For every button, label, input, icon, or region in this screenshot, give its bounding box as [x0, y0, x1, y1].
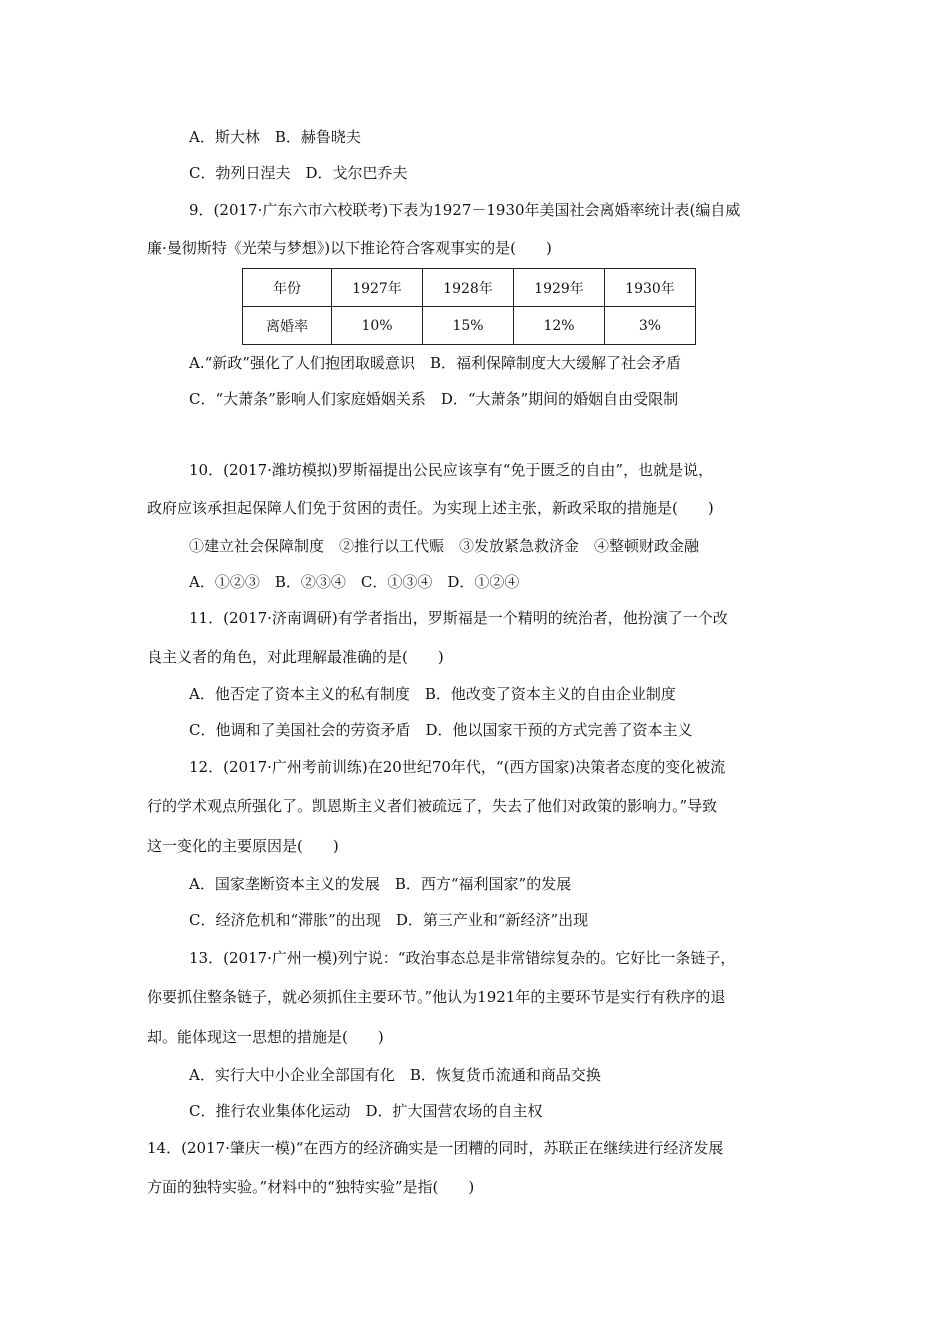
q10-stem-line2: 政府应该承担起保障人们免于贫困的责任。为实现上述主张，新政采取的措施是( ) [147, 499, 714, 517]
q10-stem-line1: 10．(2017·潍坊模拟)罗斯福提出公民应该享有“免于匮乏的自由”，也就是说， [189, 461, 714, 479]
q9-stem-line1: 9．(2017·广东六市六校联考)下表为1927－1930年美国社会离婚率统计表(编自威 [189, 201, 741, 219]
table-cell: 15% [423, 307, 514, 345]
q12-option-ab: A．国家垄断资本主义的发展 B．西方“福利国家”的发展 [189, 875, 572, 893]
table-row [243, 307, 696, 345]
q13-option-ab: A．实行大中小企业全部国有化 B．恢复货币流通和商品交换 [189, 1066, 601, 1084]
divorce-rate-table [242, 268, 696, 345]
q14-stem-line1: 14．(2017·肇庆一模)“在西方的经济确实是一团糟的同时，苏联正在继续进行经济发展 [147, 1139, 724, 1157]
table-cell: 年份 [243, 269, 332, 307]
q9-option-cd: C．“大萧条”影响人们家庭婚姻关系 D．“大萧条”期间的婚姻自由受限制 [189, 390, 679, 408]
q10-items: ①建立社会保障制度 ②推行以工代赈 ③发放紧急救济金 ④整顿财政金融 [189, 537, 700, 555]
table-cell: 离婚率 [243, 307, 332, 345]
q14-stem-line2: 方面的独特实验。”材料中的“独特实验”是指( ) [147, 1178, 475, 1196]
q13-stem-line2: 你要抓住整条链子，就必须抓住主要环节。”他认为1921年的主要环节是实行有秩序的退 [147, 988, 726, 1006]
q8-option-cd: C．勃列日涅夫 D．戈尔巴乔夫 [189, 164, 408, 182]
q11-stem-line1: 11．(2017·济南调研)有学者指出，罗斯福是一个精明的统治者，他扮演了一个改 [189, 609, 728, 627]
table-cell: 10% [332, 307, 423, 345]
table-cell: 3% [605, 307, 696, 345]
table-cell: 12% [514, 307, 605, 345]
q11-option-ab: A．他否定了资本主义的私有制度 B．他改变了资本主义的自由企业制度 [189, 685, 676, 703]
q12-stem-line2: 行的学术观点所强化了。凯恩斯主义者们被疏远了，失去了他们对政策的影响力。”导致 [147, 797, 718, 815]
q13-stem-line1: 13．(2017·广州一模)列宁说：“政治事态总是非常错综复杂的。它好比一条链子， [189, 949, 736, 967]
q8-option-ab: A．斯大林 B．赫鲁晓夫 [189, 128, 361, 146]
q10-options: A．①②③ B．②③④ C．①③④ D．①②④ [189, 573, 520, 591]
table-cell: 1929年 [514, 269, 605, 307]
q12-stem-line1: 12．(2017·广州考前训练)在20世纪70年代，“(西方国家)决策者态度的变化被流 [189, 758, 726, 776]
q12-stem-line3: 这一变化的主要原因是( ) [147, 837, 339, 855]
q13-stem-line3: 却。能体现这一思想的措施是( ) [147, 1028, 384, 1046]
table-cell: 1927年 [332, 269, 423, 307]
table-cell: 1928年 [423, 269, 514, 307]
q13-option-cd: C．推行农业集体化运动 D．扩大国营农场的自主权 [189, 1102, 543, 1120]
q9-stem-line2: 廉·曼彻斯特《光荣与梦想》)以下推论符合客观事实的是( ) [147, 239, 552, 257]
q11-option-cd: C．他调和了美国社会的劳资矛盾 D．他以国家干预的方式完善了资本主义 [189, 721, 693, 739]
q9-option-ab: A.“新政”强化了人们抱团取暖意识 B．福利保障制度大大缓解了社会矛盾 [189, 354, 681, 372]
table-header-row [243, 269, 696, 307]
q11-stem-line2: 良主义者的角色，对此理解最准确的是( ) [147, 648, 444, 666]
q12-option-cd: C．经济危机和“滞胀”的出现 D．第三产业和“新经济”出现 [189, 911, 589, 929]
table-cell: 1930年 [605, 269, 696, 307]
